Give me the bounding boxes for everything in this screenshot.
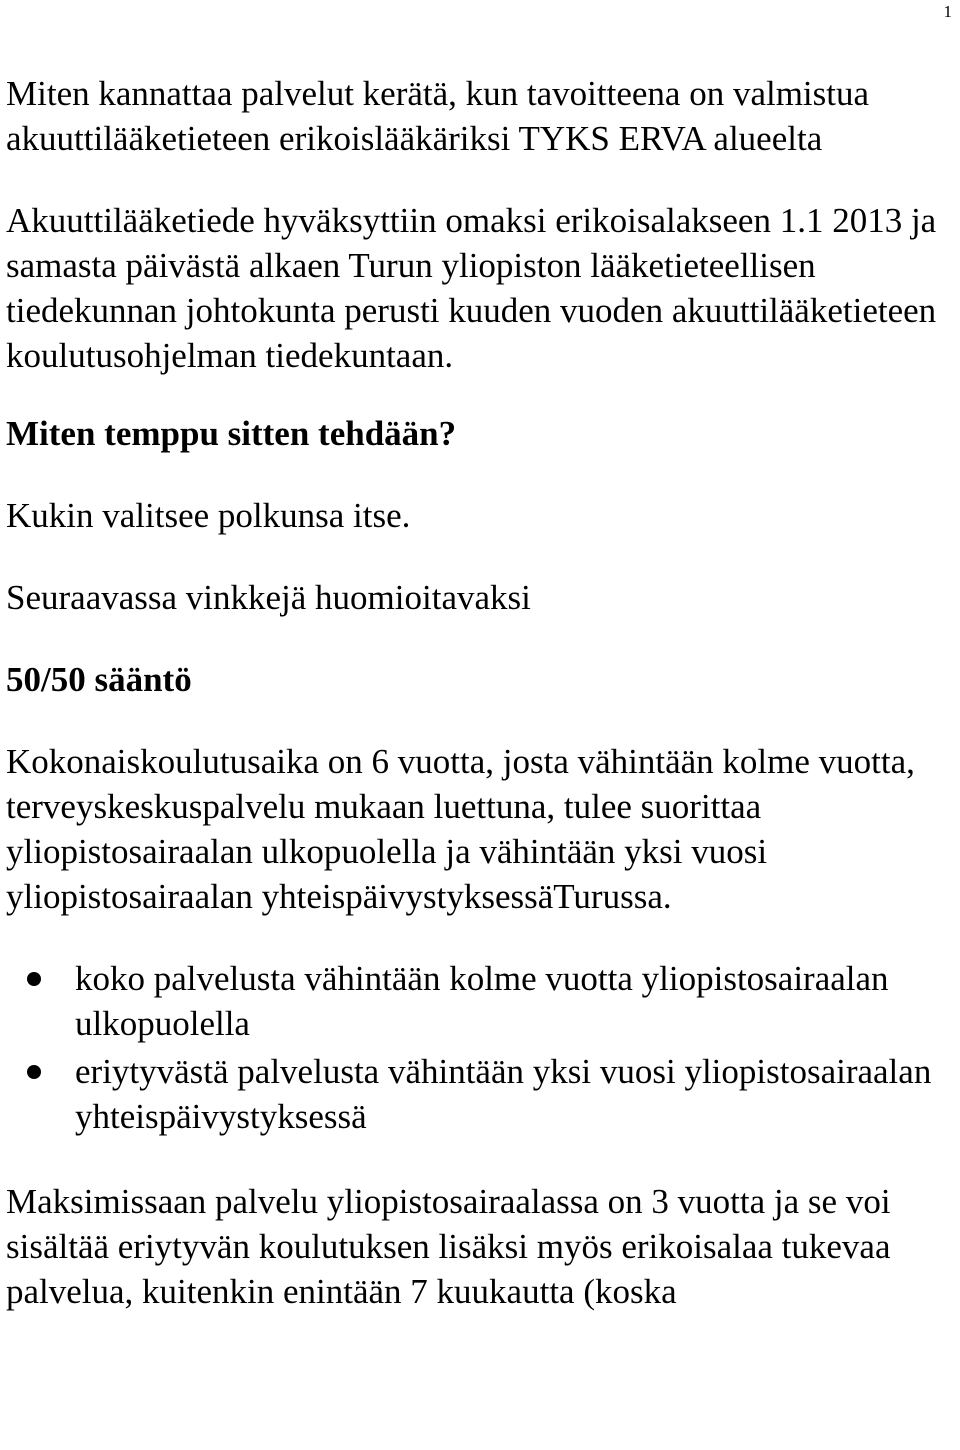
list-item — [6, 1049, 956, 1139]
tips-intro: Seuraavassa vinkkejä huomioitavaksi — [6, 578, 531, 617]
list-item — [6, 956, 956, 1046]
intro-paragraph: Akuuttilääketiede hyväksyttiin omaksi erikoisalakseen 1.1 2013 ja samasta päivästä alkaen Turun yliopiston lääketieteellisen tiedekunnan johtokunta perusti kuuden vuoden akuuttilääketieteen koulutusohjelman tiedekuntaan. — [6, 201, 937, 375]
rule-heading: 50/50 sääntö — [6, 660, 192, 699]
document-body — [6, 71, 956, 1314]
answer-paragraph: Kukin valitsee polkunsa itse. — [6, 496, 411, 535]
document-title: Miten kannattaa palvelut kerätä, kun tavoitteena on valmistua akuuttilääketieteen erikoislääkäriksi TYKS ERVA alueelta — [6, 74, 870, 158]
page-number: 1 — [943, 2, 952, 21]
rule-paragraph: Kokonaiskoulutusaika on 6 vuotta, josta vähintään kolme vuotta, terveyskeskuspalvelu mukaan luettuna, tulee suorittaa yliopistosairaalan ulkopuolella ja vähintään yksi vuosi yliopistosairaalan yhteispäivystyksessäTurussa. — [6, 742, 915, 916]
closing-paragraph: Maksimissaan palvelu yliopistosairaalassa on 3 vuotta ja se voi sisältää eriytyvän koulutuksen lisäksi myös erikoisalaa tukevaa palvelua, kuitenkin enintään 7 kuukautta (koska — [6, 1182, 891, 1311]
list-item-text: koko palvelusta vähintään kolme vuotta yliopistosairaalan ulkopuolella — [75, 959, 889, 1043]
bullet-list — [6, 956, 956, 1139]
bullet-icon — [27, 1065, 41, 1079]
list-item-text: eriytyvästä palvelusta vähintään yksi vuosi yliopistosairaalan yhteispäivystyksessä — [75, 1052, 932, 1136]
bullet-icon — [27, 972, 41, 986]
question-heading: Miten temppu sitten tehdään? — [6, 414, 457, 453]
